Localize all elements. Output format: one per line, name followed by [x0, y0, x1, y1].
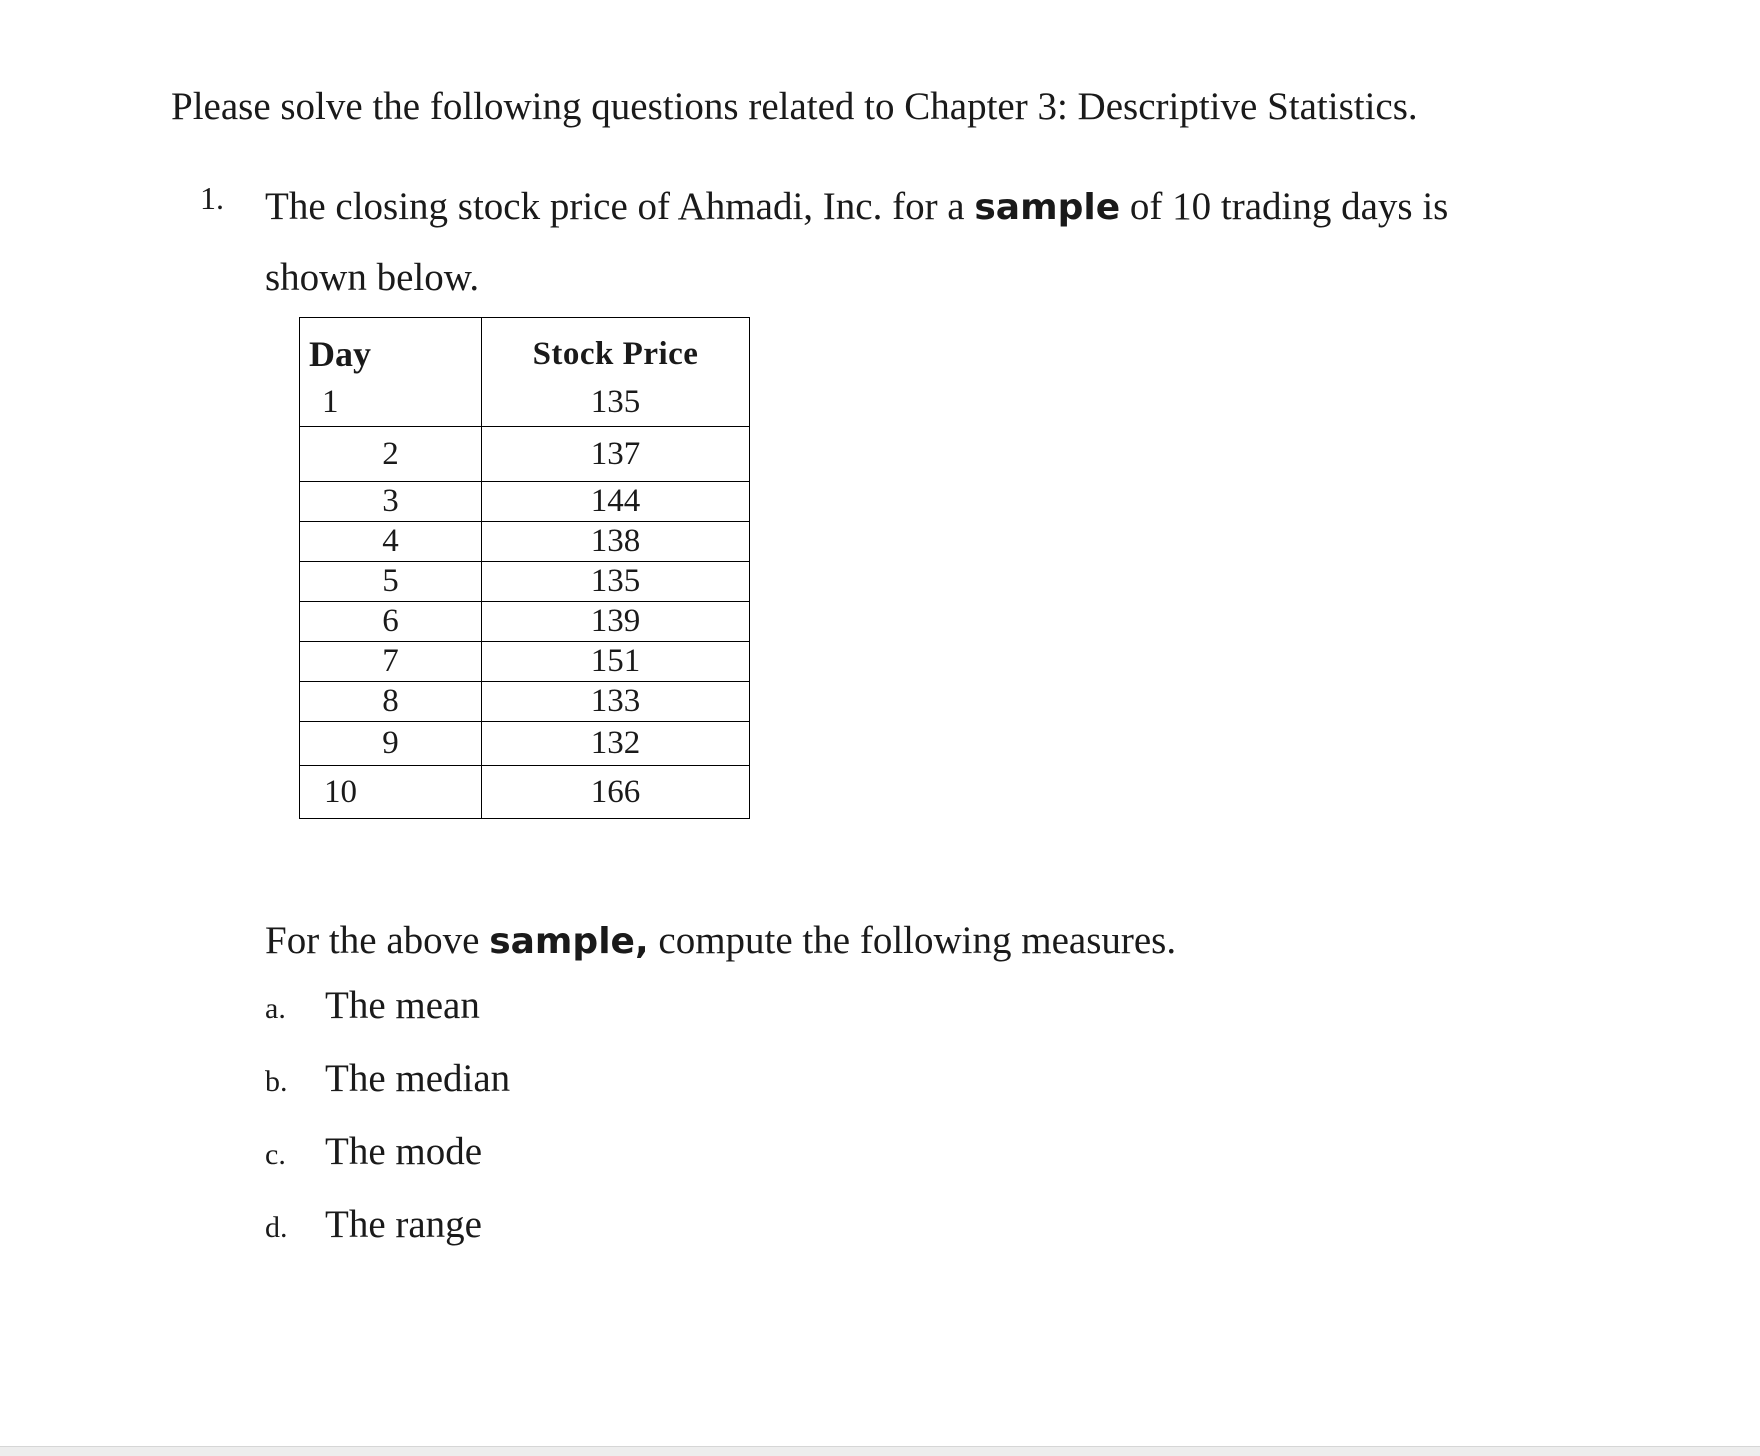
table-cell-day: 1: [322, 384, 339, 420]
table-row: [300, 562, 750, 602]
list-item: [265, 1129, 482, 1174]
table-row: [300, 318, 750, 427]
price-header: Stock Price: [532, 336, 699, 372]
table-header-cell: [482, 318, 750, 427]
table-cell-day: 6: [300, 602, 482, 642]
table-cell-day: 4: [300, 522, 482, 562]
table-cell-price: 135: [482, 562, 750, 602]
question-bold-word: sample: [974, 187, 1121, 228]
question-number: 1.: [200, 180, 224, 216]
table-cell-price: 138: [482, 522, 750, 562]
question-text: [265, 172, 1505, 313]
instruction-bold: sample,: [489, 921, 649, 962]
part-letter: c.: [265, 1138, 286, 1171]
table-row: [300, 482, 750, 522]
intro-text: Please solve the following questions related to Chapter 3: Descriptive Statistics.: [171, 85, 1418, 128]
table-cell-price: 137: [482, 427, 750, 482]
table-row: [300, 722, 750, 766]
table-cell-price: 144: [482, 482, 750, 522]
table-cell-day: 2: [300, 427, 482, 482]
part-letter: a.: [265, 992, 286, 1025]
instruction-text: [265, 918, 1176, 963]
instruction-after: compute the following measures.: [648, 919, 1177, 962]
instruction-before: For the above: [265, 919, 490, 962]
table-header-cell: [300, 318, 482, 427]
question-text-after: of 10 trading days is shown below.: [265, 185, 1449, 299]
stock-price-table: [299, 317, 750, 819]
list-item: [265, 983, 480, 1028]
table-cell-price: 166: [482, 766, 750, 819]
part-text: The mean: [325, 984, 480, 1027]
table-cell-day: 3: [300, 482, 482, 522]
question-text-before: The closing stock price of Ahmadi, Inc. for a: [265, 185, 975, 228]
table-cell-price: 133: [482, 682, 750, 722]
day-header: Day: [309, 334, 371, 374]
list-item: [265, 1202, 482, 1247]
table-cell-day: 10: [300, 766, 482, 819]
table-row: [300, 642, 750, 682]
part-letter: d.: [265, 1211, 288, 1244]
table-cell-price: 135: [590, 384, 641, 420]
part-text: The median: [325, 1057, 511, 1100]
table-row: [300, 682, 750, 722]
table-row: [300, 766, 750, 819]
table-cell-price: 139: [482, 602, 750, 642]
table-row: [300, 602, 750, 642]
table-cell-day: 5: [300, 562, 482, 602]
table-cell-day: 7: [300, 642, 482, 682]
table-cell-day: 9: [300, 722, 482, 766]
part-letter: b.: [265, 1065, 288, 1098]
table-cell-price: 132: [482, 722, 750, 766]
list-item: [265, 1056, 510, 1101]
table-row: [300, 522, 750, 562]
table-cell-day: 8: [300, 682, 482, 722]
part-text: The mode: [325, 1130, 483, 1173]
table-cell-price: 151: [482, 642, 750, 682]
part-text: The range: [325, 1203, 482, 1246]
table-row: [300, 427, 750, 482]
